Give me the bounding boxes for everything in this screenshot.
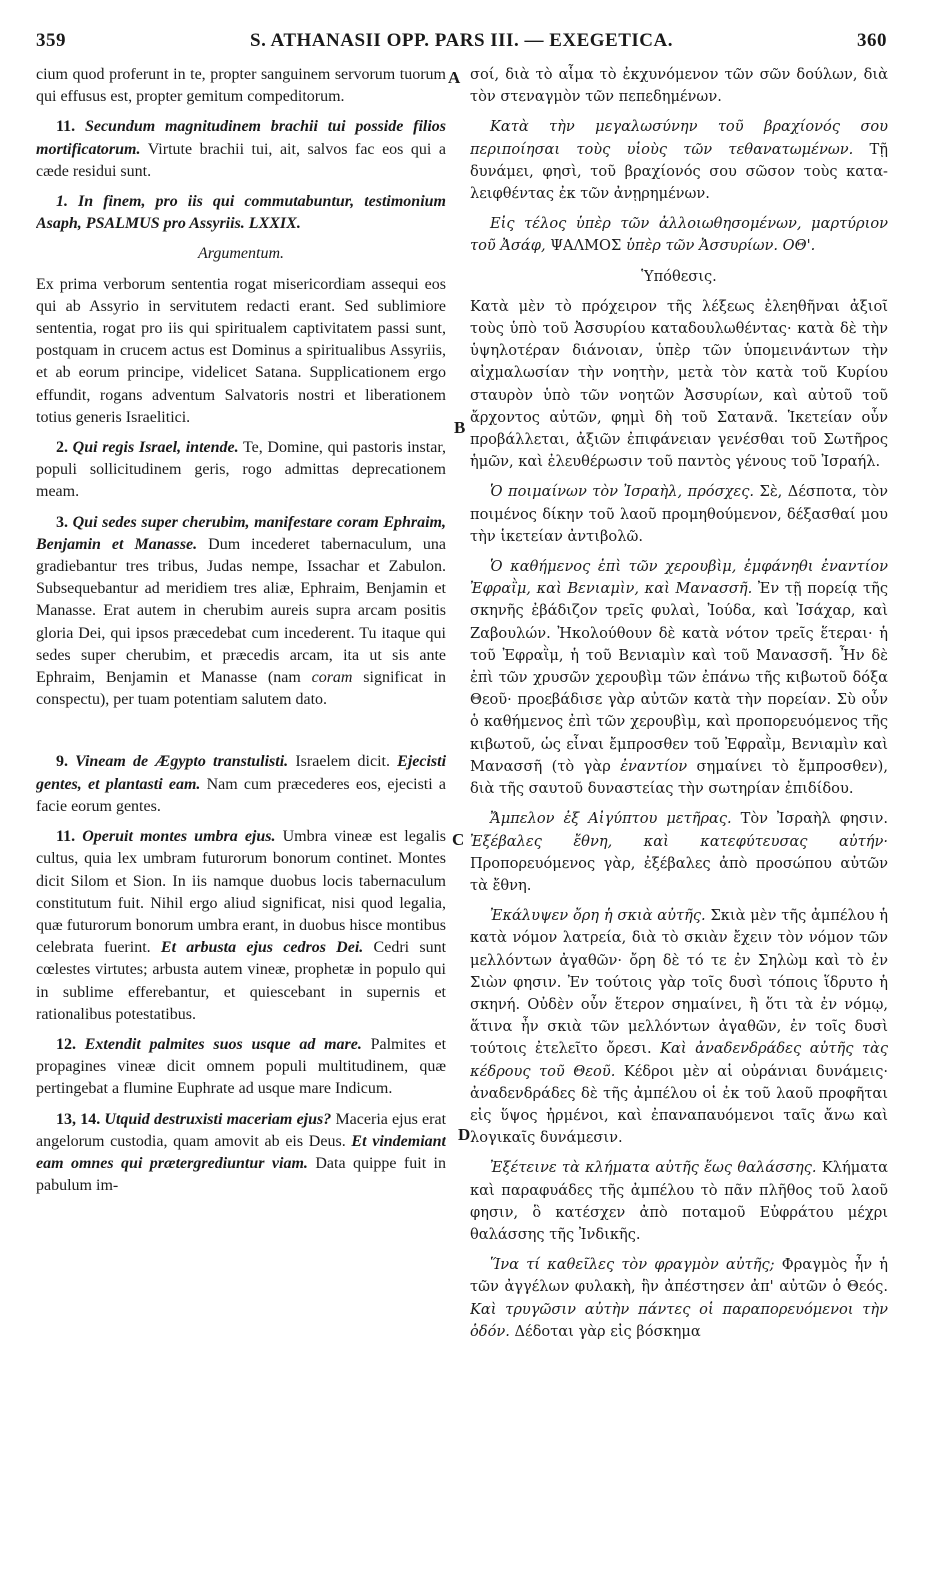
running-title: S. ATHANASII OPP. PARS III. — EXEGETICA. — [250, 30, 673, 51]
argumentum-title: Argumentum. — [197, 245, 285, 263]
greek-column — [470, 64, 888, 1564]
greek-verse-12: Ἐξέτεινε τὰ κλήματα αὐτῆς ἕως θαλάσσης. Κλήματα καὶ παραφυάδες τῆς ἀμπέλου τὸ πᾶν πλῆθος τοῦ λαοῦ φησιν, ὃ κατέσχεν ἀπὸ ποταμοῦ Εὐφράτου μέχρι θαλάσσης τῆς Ἰνδικῆς. — [470, 1159, 888, 1243]
greek-verse-9: Ἄμπελον ἐξ Αἰγύπτου μετῆρας. Τὸν Ἰσραὴλ φησιν. Ἐξέβαλες ἔθνη, καὶ κατεφύτευσας αὐτήν· Προπορευόμενος γὰρ, ἐξέβαλες ἀπὸ προσώπου αὐτῶν τὰ ἔθνη. — [470, 810, 888, 894]
hypothesis-text: Κατὰ μὲν τὸ πρόχειρον τῆς λέξεως ἐλεηθῆναι ἀξιοῖ τοὺς ὑπὸ τοῦ Ἀσσυρίου καταδουλωθέντας· κατὰ δὲ τὴν ὑψηλοτέραν διάνοιαν, ὑπὲρ τῶν ὑπομεινάντων τὴν αἰχμαλωσίαν τὴν νοητὴν, μετὰ τὸν κατὰ τοῦ Κυρίου σταυρὸν ὑπὸ τῶν νοητῶν Ἀσσυρίων, καὶ αὐτοῦ τοῦ ἄρχοντος αὐτῶν, φημὶ δὴ τοῦ Σατανᾶ. Ἱκετείαν οὖν προβάλλεται, ἀξιῶν ἐπιφάνειαν γενέσθαι τοῦ Σωτῆρος ἡμῶν, καὶ ἐλευθέρωσιν τοῦ παντὸς γένους τοῦ Ἰσραήλ. — [470, 297, 888, 471]
page-number-right: 360 — [857, 30, 887, 51]
greek-verse-3: Ὁ καθήμενος ἐπὶ τῶν χερουβὶμ, ἐμφάνηθι ἐναντίον Ἐφραῒμ, καὶ Βενιαμὶν, καὶ Μανασσῆ. Ἐν τῇ πορείᾳ τῆς σκηνῆς ἐβάδιζον τρεῖς φυλαὶ, Ἰούδα, καὶ Ἰσάχαρ, καὶ Ζαβουλών. Ἠκολούθουν δὲ κατὰ νότον τρεῖς ἕτεραι· ἡ τοῦ Ἐφραῒμ, ἡ τοῦ Βενιαμὶν καὶ τοῦ Μανασσῆ. Ἦν δὲ ἐπὶ τῶν χρυσῶν χερουβὶμ τῶν ἐπάνω τῆς κιβωτοῦ δόξα Θεοῦ· προεβάδισε γὰρ αὐτῶν κατὰ τὴν πορείαν. Σὺ οὖν ὁ καθήμενος ἐπὶ τῶν χερουβὶμ, καὶ προπορευόμενος τῆς κιβωτοῦ, ὡς εἶναι ἔμπροσθεν τοῦ Ἐφραῒμ, Βενιαμὶν καὶ Μανασσῆ (τὸ γὰρ ἐναντίον σημαίνει τὸ ἔμπροσθεν), διὰ τῆς σαυτοῦ δυναστείας τὴν σωτηρίαν ἐπιδίδου. — [470, 558, 888, 798]
margin-letter-a: A — [448, 68, 461, 87]
greek-verse-11b: Ἐκάλυψεν ὄρη ἡ σκιὰ αὐτῆς. Σκιὰ μὲν τῆς ἀμπέλου ἡ κατὰ νόμον λατρεία, διὰ τὸ σκιὰν ἔχειν τὸν νόμον τῶν μελλόντων ἀγαθῶν· ὄρη δὲ τό τε ἐν Σηλὼμ καὶ τὸ ἐν Σιὼν φησιν. Ἐν τούτοις γὰρ τοῖς δυσὶ τόποις ἵδρυτο ἡ σκηνή. Οὐδὲν οὖν ἕτερον σημαίνει, ἢ ὅτι τὰ ἐν νόμῳ, ἅτινα ἦν σκιὰ τῶν μελλόντων ἀγαθῶν, ἐν τοῖς δυσὶ τούτοις ἐτελεῖτο ὄρεσι. Καὶ ἀναδενδράδες αὐτῆς τὰς κέδρους τοῦ Θεοῦ. Κέδροι μὲν αἱ οὐράνιαι δυνάμεις· ἀναδενδράδες δὲ τῆς ἀμπέλου οἱ ἐκ τοῦ λαοῦ προφῆται εἰς ὕψος ἠρμένοι, καὶ ἐπαναπαυόμενοι ταῖς ἄνω καὶ λογικαῖς δυνάμεσιν. — [470, 907, 888, 1147]
latin-paragraph: cium quod proferunt in te, propter sanguinem servorum tuorum qui effusus est, propter gemitum compeditorum. — [36, 66, 446, 106]
argumentum-text: Ex prima verborum sententia rogat misericordiam assequi eos qui ab Assyrio in servitutem redacti erant. Sed sublimiore sententia, rogat pro iis qui spiritualem captivitatem passi sunt, postquam in crucem actus est Dominus a spiritualibus Assyriis, et ab eorum principe, videlicet Satana. Supplicationem ergo effundit, rogans adventum Salvatoris nostri et liberationem totius generis Israelitici. — [36, 275, 446, 426]
greek-verse-11: Κατὰ τὴν μεγαλωσύνην τοῦ βραχίονός σου περιποίησαι τοὺς υἱοὺς τῶν τεθανατωμένων. Τῇ δυνάμει, φησὶ, τοῦ βραχίονός σου σῶσον τοὺς κατα-λειφθέντας ἐκ τῶν ἀνῃρημένων. — [470, 118, 888, 203]
latin-verse-2: 2. Qui regis Israel, intende. Te, Domine, qui pastoris instar, populi sollicitudinem geris, rogo admittas deprecationem meam. — [36, 439, 446, 501]
margin-letter-d: D — [458, 1125, 471, 1144]
page-header — [36, 30, 887, 56]
psalm-heading-greek: Εἰς τέλος ὑπὲρ τῶν ἀλλοιωθησομένων, μαρτύριον τοῦ Ἀσάφ, ΨΑΛΜΟΣ ὑπὲρ τῶν Ἀσσυρίων. ΟΘ'. — [470, 215, 888, 255]
greek-paragraph: σοί, διὰ τὸ αἷμα τὸ ἐκχυνόμενον τῶν σῶν δούλων, διὰ τὸν στεναγμὸν τῶν πεπεδημένων. — [470, 66, 888, 106]
margin-letter-b: B — [454, 418, 466, 437]
margin-letter-c: C — [452, 830, 465, 849]
latin-verse-13-14: 13, 14. Utquid destruxisti maceriam ejus? Maceria ejus erat angelorum custodia, quam amovit ab eis Deus. Et vindemiant eam omnes qui prætergrediuntur viam. Data quippe fuit in pabulum im- — [36, 1110, 446, 1195]
greek-verse-2: Ὁ ποιμαίνων τὸν Ἰσραὴλ, πρόσχες. Σὲ, Δέσποτα, τὸν ποιμένος δίκην τοῦ λαοῦ προμηθούμενον, δέξασθαί μου τὴν ἱκετείαν ἀντιβολῶ. — [470, 483, 888, 545]
latin-verse-11b: 11. Operuit montes umbra ejus. Umbra vineæ est legalis cultus, quia lex umbram futurorum bonorum continet. Montes dicit Silom et Sion. In iis namque duobus locis tabernaculum constitutum fuit. Nihil ergo aliud significat, nisi quod legalia, quæ futurorum bonorum umbra erant, in duobus hisce montibus celebrata fuerint. Et arbusta ejus cedros Dei. Cedri sunt cœlestes virtutes; arbusta autem vineæ, prophetæ in populo qui in sublime efferebantur, et quiescebant in supernis et rationalibus potestatibus. — [36, 828, 446, 1023]
greek-verse-13-14: Ἵνα τί καθεῖλες τὸν φραγμὸν αὐτῆς; Φραγμὸς ἦν ἡ τῶν ἀγγέλων φυλακὴ, ἣν ἀπέστησεν ἀπ' αὐτῶν ὁ Θεός. Καὶ τρυγῶσιν αὐτὴν πάντες οἱ παραπορευόμενοι τὴν ὁδόν. Δέδοται γὰρ εἰς βόσκημα — [470, 1256, 888, 1340]
spacer — [36, 719, 446, 751]
page-number-left: 359 — [36, 30, 66, 51]
latin-column — [36, 64, 446, 1564]
latin-verse-3: 3. Qui sedes super cherubim, manifestare coram Ephraim, Benjamin et Manasse. Dum incederet tabernaculum, una gradiebantur tres tribus, Judas nempe, Issachar et Zabulon. Subsequebantur ad meridiem tres aliæ, Ephraim, Benjamin et Manasse. Erat autem in cherubim aureis supra arcam positis gloria Dei, qui ipsos præcedebat cum incederent. Tu itaque qui sedes super cherubim, et præcedis arcam, ita ut sis ante Ephraim, Benjamin et Manasse (nam coram significat in conspectu), per tuam potentiam salutem dato. — [36, 513, 446, 709]
latin-verse-9: 9. Vineam de Ægypto transtulisti. Israelem dicit. Ejecisti gentes, et plantasti eam. Nam cum præcederes eos, ejecisti a facie eorum gentes. — [36, 753, 446, 815]
psalm-heading-latin: 1. In finem, pro iis qui commutabuntur, testimonium Asaph, PSALMUS pro Assyriis. LXXIX. — [36, 193, 446, 233]
latin-verse-11: 11. Secundum magnitudinem brachii tui posside filios mortificatorum. Virtute brachii tui, ait, salvos fac eos qui a cæde residui sunt. — [36, 118, 446, 180]
latin-verse-12: 12. Extendit palmites suos usque ad mare. Palmites et propagines vineæ dicit omnem populi multitudinem, quæ pertingebat a flumine Euphrate ad usque mare Indicum. — [36, 1035, 446, 1098]
hypothesis-title: Ὑπόθεσις. — [641, 267, 717, 285]
